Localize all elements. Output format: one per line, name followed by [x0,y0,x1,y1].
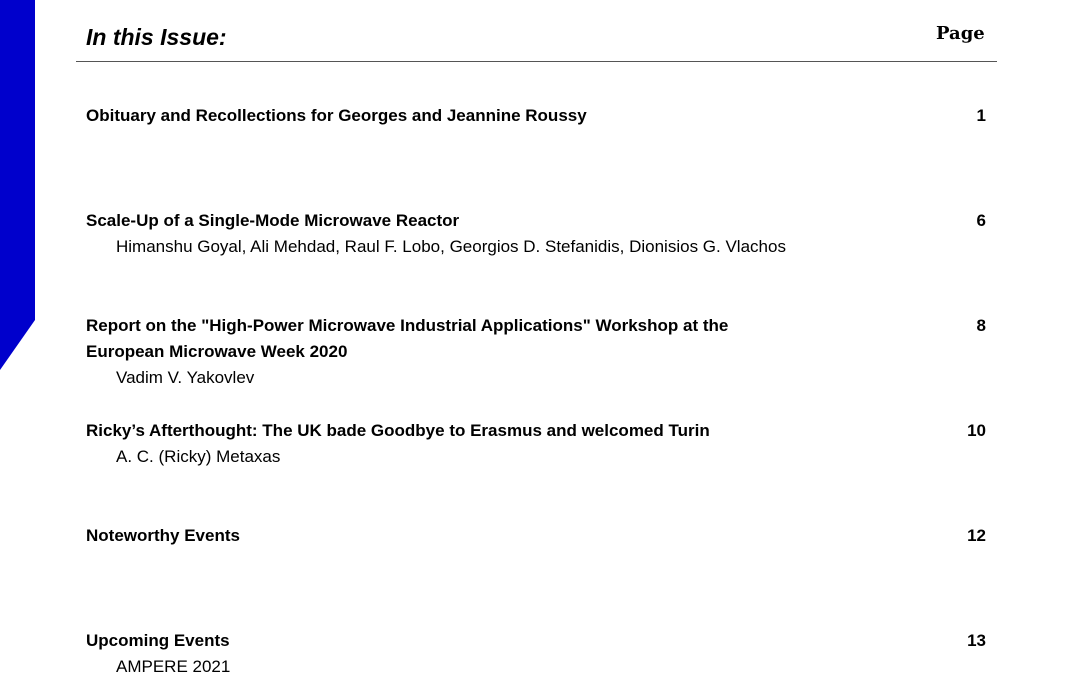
entry-authors: Himanshu Goyal, Ali Mehdad, Raul F. Lobo, Georgios D. Stefanidis, Dionisios G. Vlachos [116,237,786,256]
entry-authors: A. C. (Ricky) Metaxas [116,447,281,466]
entry-page: 1 [976,106,986,125]
entry-page: 13 [967,631,986,650]
entry-title: Upcoming Events [86,631,230,650]
entry-page: 8 [976,316,986,335]
toc-entry[interactable] [86,103,986,129]
entry-page: 6 [976,211,986,230]
contents-title: In this Issue: [86,24,227,50]
entry-title: Noteworthy Events [86,526,240,545]
header-divider [76,61,997,62]
entry-page: 10 [967,421,986,440]
entry-authors: AMPERE 2021 [116,657,231,676]
toc-entry[interactable] [86,628,986,680]
entry-title: Obituary and Recollections for Georges and Jeannine Roussy [86,106,587,125]
blue-side-banner [0,0,35,370]
entry-authors: Vadim V. Yakovlev [116,368,255,387]
page-column-header: Page [936,23,985,44]
toc-entry[interactable] [86,418,986,470]
toc-entry[interactable] [86,523,986,549]
entry-title: Scale-Up of a Single-Mode Microwave Reactor [86,211,460,230]
entry-page: 12 [967,526,986,545]
entry-title: Report on the "High-Power Microwave Industrial Applications" Workshop at the European Microwave Week 2020 [86,316,729,361]
entry-title: Ricky’s Afterthought: The UK bade Goodbye to Erasmus and welcomed Turin [86,421,710,440]
toc-entry[interactable] [86,208,986,260]
toc-entry[interactable] [86,313,986,391]
